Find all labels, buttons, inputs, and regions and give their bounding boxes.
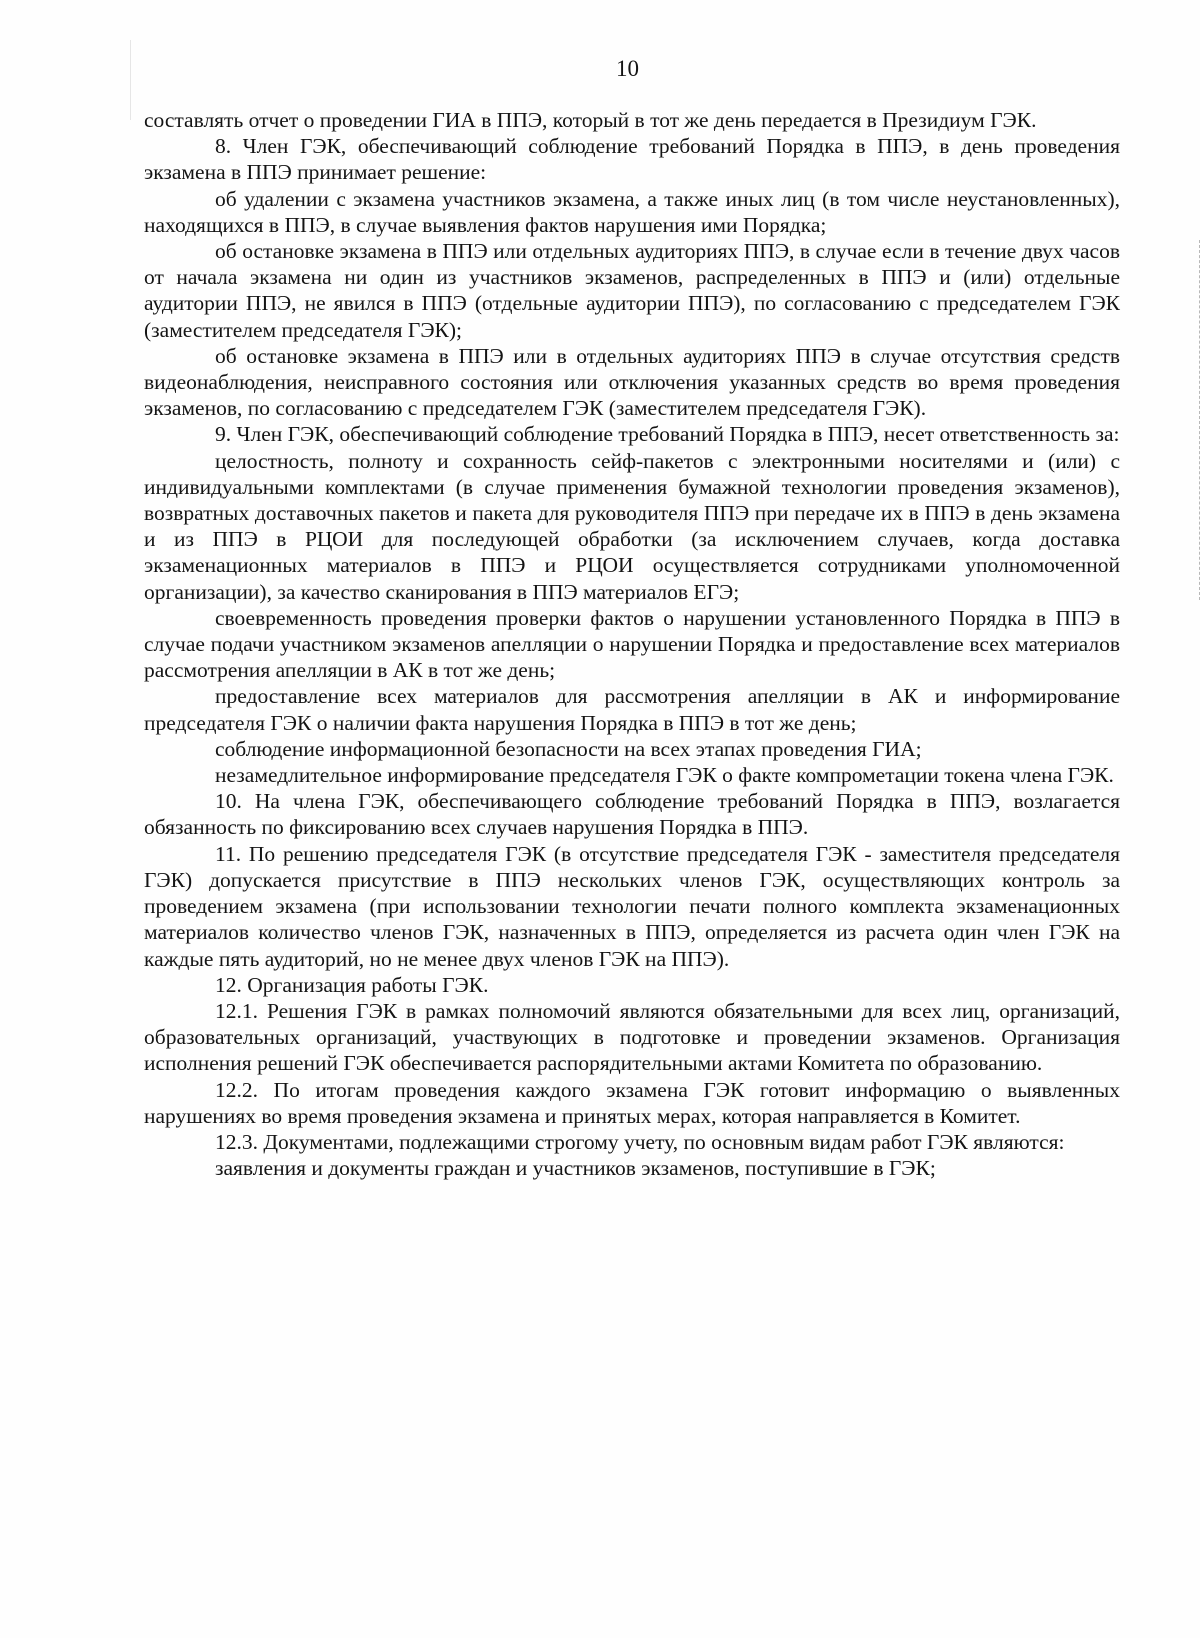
document-body	[144, 107, 1120, 1181]
paragraph-8: предоставление всех материалов для рассмотрения апелляции в АК и информирование председателя ГЭК о наличии факта нарушения Порядка в ППЭ в тот же день;	[144, 684, 1120, 735]
paragraph-15: 12.2. По итогам проведения каждого экзамена ГЭК готовит информацию о выявленных нарушениях во время проведения экзамена и принятых мерах, которая направляется в Комитет.	[144, 1077, 1120, 1128]
paragraph-14: 12.1. Решения ГЭК в рамках полномочий являются обязательными для всех лиц, организаций, образовательных организаций, участвующих в подготовке и проведении экзаменов. Организация исполнения решений ГЭК обеспечивается распорядительными актами Комитета по образованию.	[144, 998, 1120, 1076]
paragraph-10: незамедлительное информирование председателя ГЭК о факте компрометации токена члена ГЭК.	[215, 763, 1114, 788]
paragraph-11: 10. На члена ГЭК, обеспечивающего соблюдение требований Порядка в ППЭ, возлагается обязанность по фиксированию всех случаев нарушения Порядка в ППЭ.	[144, 789, 1120, 840]
paragraph-0: составлять отчет о проведении ГИА в ППЭ, который в тот же день передается в Президиум ГЭК.	[144, 108, 1037, 132]
paragraph-12: 11. По решению председателя ГЭК (в отсутствие председателя ГЭК - заместителя председателя ГЭК) допускается присутствие в ППЭ нескольких членов ГЭК, осуществляющих контроль за проведением экзамена (при использовании технологии печати полного комплекта экзаменационных материалов количество членов ГЭК, назначенных в ППЭ, определяется из расчета один член ГЭК на каждые пять аудиторий, но не менее двух членов ГЭК на ППЭ).	[144, 841, 1120, 971]
paragraph-3: об остановке экзамена в ППЭ или отдельных аудиториях ППЭ, в случае если в течение двух часов от начала экзамена ни один из участников экзаменов, распределенных в ППЭ и (или) отдельные аудитории ППЭ, не явился в ППЭ (отдельные аудитории ППЭ), по согласованию с председателем ГЭК (заместителем председателя ГЭК);	[144, 239, 1120, 342]
paragraph-5: 9. Член ГЭК, обеспечивающий соблюдение требований Порядка в ППЭ, несет ответственность за:	[215, 422, 1120, 447]
paragraph-9: соблюдение информационной безопасности на всех этапах проведения ГИА;	[215, 736, 922, 761]
paragraph-2: об удалении с экзамена участников экзамена, а также иных лиц (в том числе неустановленных), находящихся в ППЭ, в случае выявления фактов нарушения ими Порядка;	[144, 186, 1120, 237]
paragraph-1: 8. Член ГЭК, обеспечивающий соблюдение требований Порядка в ППЭ, в день проведения экзамена в ППЭ принимает решение:	[144, 134, 1120, 185]
paragraph-16: 12.3. Документами, подлежащими строгому учету, по основным видам работ ГЭК являются:	[215, 1129, 1065, 1154]
paragraph-4: об остановке экзамена в ППЭ или в отдельных аудиториях ППЭ в случае отсутствия средств видеонаблюдения, неисправного состояния или отключения указанных средств во время проведения экзаменов, по согласованию с председателем ГЭК (заместителем председателя ГЭК).	[144, 343, 1120, 421]
paragraph-13: 12. Организация работы ГЭК.	[215, 972, 489, 997]
paragraph-7: своевременность проведения проверки фактов о нарушении установленного Порядка в ППЭ в случае подачи участником экзаменов апелляции о нарушении Порядка и предоставление всех материалов рассмотрения апелляции в АК в тот же день;	[144, 605, 1120, 683]
paragraph-17: заявления и документы граждан и участников экзаменов, поступившие в ГЭК;	[215, 1156, 936, 1181]
page-number: 10	[616, 56, 639, 81]
paragraph-6: целостность, полноту и сохранность сейф-пакетов с электронными носителями и (или) с индивидуальными комплектами (в случае применения бумажной технологии проведения экзаменов), возвратных доставочных пакетов и пакета для руководителя ППЭ при передаче их в ППЭ в день экзамена и из ППЭ в РЦОИ для последующей обработки (за исключением случаев, когда доставка экзаменационных материалов в ППЭ и РЦОИ осуществляется сотрудниками уполномоченной организации), за качество сканирования в ППЭ материалов ЕГЭ;	[144, 448, 1120, 604]
